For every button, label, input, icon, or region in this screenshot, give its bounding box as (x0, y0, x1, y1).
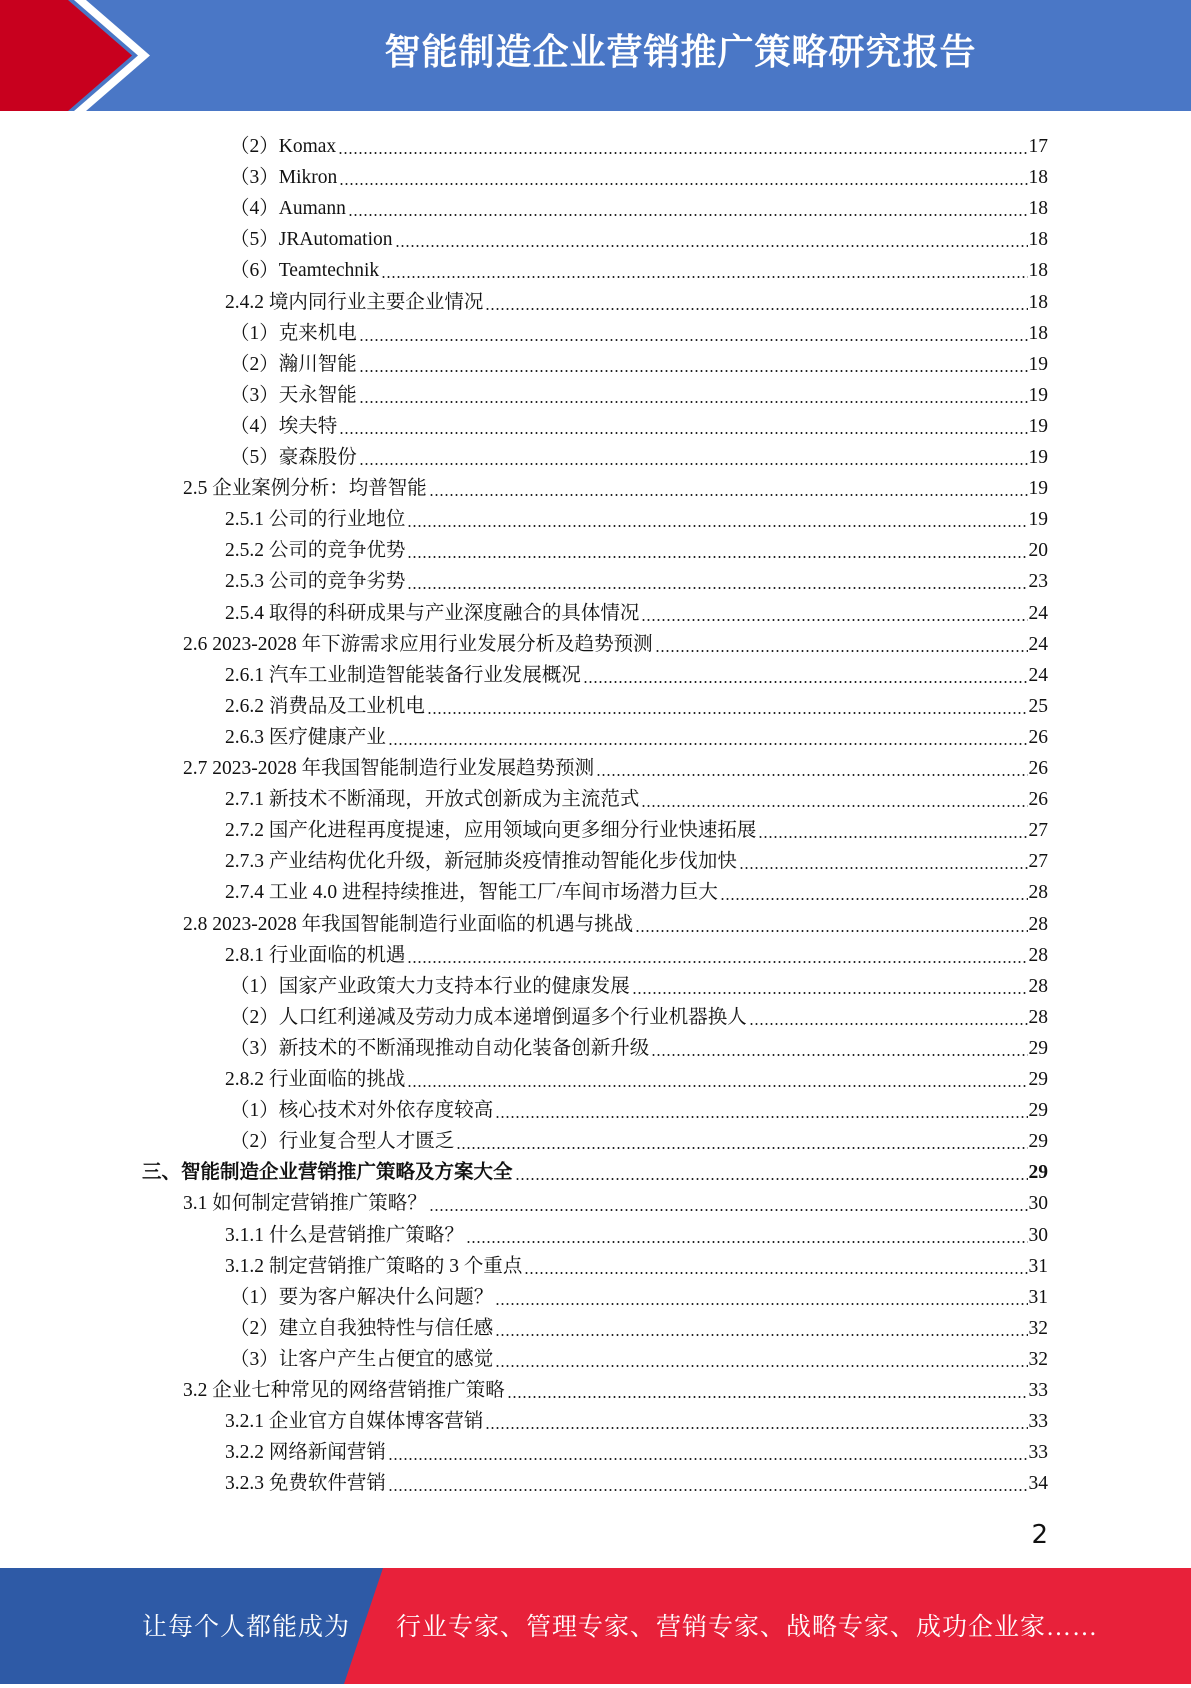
toc-entry-page: 29 (1028, 1131, 1048, 1153)
toc-entry[interactable] (225, 1434, 1048, 1465)
footer-slogan-right: 行业专家、管理专家、营销专家、战略专家、成功企业家…… (396, 1614, 1099, 1641)
toc-entry-page: 29 (1028, 1100, 1048, 1122)
toc-entry-label: （3）新技术的不断涌现推动自动化装备创新升级 (230, 1037, 650, 1059)
toc-entry-label: （4）Aumann (230, 198, 346, 220)
toc-entry[interactable] (225, 1465, 1048, 1496)
toc-dot-leader (338, 152, 1027, 154)
toc-dot-leader (407, 961, 1027, 963)
toc-entry-page: 19 (1028, 478, 1048, 500)
footer-slogan-left: 让每个人都能成为 (142, 1614, 351, 1641)
toc-entry-page: 26 (1028, 726, 1048, 748)
toc-entry-page: 18 (1028, 229, 1048, 251)
toc-entry-label: （5）JRAutomation (230, 229, 393, 251)
toc-entry[interactable] (183, 626, 1048, 657)
toc-entry[interactable] (230, 1279, 1048, 1310)
toc-entry[interactable] (183, 750, 1048, 781)
toc-entry-page: 20 (1028, 540, 1048, 562)
toc-entry-page: 28 (1028, 1006, 1048, 1028)
toc-entry-page: 28 (1028, 944, 1048, 966)
toc-entry[interactable] (230, 315, 1048, 346)
toc-entry-page: 33 (1028, 1380, 1048, 1401)
toc-dot-leader (339, 183, 1027, 185)
toc-entry-label: 2.4.2 境内同行业主要企业情况 (225, 291, 484, 313)
toc-entry-page: 28 (1028, 882, 1048, 904)
toc-dot-leader (359, 370, 1028, 372)
toc-dot-leader (429, 494, 1028, 496)
toc-entry-page: 29 (1028, 1037, 1048, 1059)
toc-entry-label: 2.7.2 国产化进程再度提速，应用领域向更多细分行业快速拓展 (225, 820, 757, 842)
toc-entry[interactable] (225, 1061, 1048, 1092)
toc-dot-leader (507, 1396, 1028, 1398)
toc-entry[interactable] (183, 1372, 1048, 1403)
toc-dot-leader (495, 1303, 1027, 1305)
toc-entry-page: 19 (1028, 447, 1048, 468)
toc-entry[interactable] (230, 968, 1048, 999)
toc-entry-page: 18 (1028, 198, 1048, 220)
toc-entry[interactable] (230, 439, 1048, 470)
toc-dot-leader (495, 1334, 1027, 1336)
toc-entry[interactable] (230, 346, 1048, 377)
toc-entry-page: 17 (1028, 136, 1048, 157)
toc-entry-label: （1）克来机电 (230, 322, 357, 344)
toc-dot-leader (429, 1209, 1028, 1211)
toc-entry-page: 30 (1028, 1193, 1048, 1215)
toc-entry-page: 29 (1028, 1069, 1048, 1090)
toc-entry-page: 26 (1028, 789, 1048, 811)
toc-entry-label: 2.6 2023-2028 年下游需求应用行业发展分析及趋势预测 (183, 633, 653, 655)
toc-entry-page: 27 (1028, 851, 1048, 873)
toc-entry[interactable] (225, 937, 1048, 968)
toc-dot-leader (359, 339, 1028, 341)
toc-entry-page: 24 (1028, 664, 1048, 686)
toc-entry-page: 18 (1028, 260, 1048, 282)
toc-entry-label: 3.1.1 什么是营销推广策略？ (225, 1224, 464, 1246)
toc-dot-leader (466, 1241, 1028, 1243)
toc-entry-page: 25 (1028, 695, 1048, 717)
toc-entry-label: 2.8 2023-2028 年我国智能制造行业面临的机遇与挑战 (183, 913, 634, 935)
toc-entry-page: 19 (1028, 384, 1048, 406)
toc-dot-leader (348, 214, 1028, 216)
toc-entry[interactable] (183, 906, 1048, 937)
toc-entry[interactable] (142, 1154, 1048, 1185)
toc-entry[interactable] (230, 252, 1048, 283)
toc-dot-leader (632, 992, 1028, 994)
toc-entry-label: 2.6.1 汽车工业制造智能装备行业发展概况 (225, 664, 581, 686)
toc-entry-label: （1）要为客户解决什么问题？ (230, 1286, 494, 1308)
toc-entry-label: 2.8.1 行业面临的机遇 (225, 944, 406, 966)
toc-entry[interactable] (230, 999, 1048, 1030)
toc-entry-page: 18 (1028, 291, 1048, 313)
toc-dot-leader (388, 1458, 1028, 1460)
toc-entry-label: 3.1 如何制定营销推广策略？ (183, 1193, 427, 1215)
toc-entry-label: 2.5.1 公司的行业地位 (225, 509, 406, 531)
toc-entry[interactable] (225, 284, 1048, 315)
toc-entry[interactable] (230, 1310, 1048, 1341)
toc-entry-label: （2）Komax (230, 136, 337, 157)
toc-dot-leader (524, 1272, 1027, 1274)
toc-dot-leader (339, 432, 1027, 434)
toc-entry-page: 19 (1028, 509, 1048, 531)
toc-entry[interactable] (225, 719, 1048, 750)
toc-entry-label: 2.5 企业案例分析：均普智能 (183, 478, 427, 500)
toc-dot-leader (720, 898, 1028, 900)
toc-entry[interactable] (230, 1030, 1048, 1061)
toc-entry-label: 2.7.4 工业 4.0 进程持续推进，智能工厂/车间市场潜力巨大 (225, 882, 718, 904)
toc-entry[interactable] (225, 688, 1048, 719)
toc-dot-leader (407, 1085, 1027, 1087)
toc-entry[interactable] (230, 1123, 1048, 1154)
toc-entry[interactable] (225, 657, 1048, 688)
toc-entry-label: （2）行业复合型人才匮乏 (230, 1131, 455, 1153)
toc-dot-leader (635, 930, 1027, 932)
toc-entry[interactable] (230, 190, 1048, 221)
toc-dot-leader (456, 1147, 1027, 1149)
toc-dot-leader (651, 1054, 1027, 1056)
toc-entry-label: 2.5.4 取得的科研成果与产业深度融合的具体情况 (225, 602, 640, 624)
toc-entry-label: 2.6.3 医疗健康产业 (225, 726, 386, 748)
toc-dot-leader (381, 276, 1027, 278)
toc-entry-page: 31 (1028, 1286, 1048, 1308)
toc-dot-leader (495, 1116, 1027, 1118)
toc-entry-page: 28 (1028, 975, 1048, 997)
toc-entry-page: 23 (1028, 571, 1048, 593)
toc-dot-leader (485, 308, 1027, 310)
toc-entry[interactable] (230, 1341, 1048, 1372)
toc-entry-label: （3）让客户产生占便宜的感觉 (230, 1348, 494, 1370)
toc-entry-label: （2）人口红利递减及劳动力成本递增倒逼多个行业机器换人 (230, 1006, 747, 1028)
toc-dot-leader (596, 774, 1027, 776)
toc-entry[interactable] (225, 1403, 1048, 1434)
toc-entry[interactable] (225, 563, 1048, 594)
toc-entry[interactable] (230, 408, 1048, 439)
toc-entry-page: 28 (1028, 913, 1048, 935)
toc-entry-page: 24 (1028, 633, 1048, 655)
toc-entry-page: 18 (1028, 322, 1048, 344)
toc-entry-label: （1）国家产业政策大力支持本行业的健康发展 (230, 975, 630, 997)
toc-dot-leader (407, 556, 1027, 558)
toc-dot-leader (655, 650, 1028, 652)
toc-entry[interactable] (225, 501, 1048, 532)
toc-entry-page: 19 (1028, 353, 1048, 375)
toc-entry-label: 三、智能制造企业营销推广策略及方案大全 (142, 1162, 513, 1184)
toc-entry[interactable] (225, 843, 1048, 874)
toc-entry-page: 26 (1028, 758, 1048, 779)
toc-dot-leader (739, 867, 1028, 869)
toc-entry-page: 34 (1028, 1473, 1048, 1495)
toc-dot-leader (641, 805, 1027, 807)
toc-entry-label: 3.2 企业七种常见的网络营销推广策略 (183, 1380, 505, 1401)
toc-entry-label: 3.2.3 免费软件营销 (225, 1473, 386, 1495)
toc-entry-label: （1）核心技术对外依存度较高 (230, 1100, 494, 1122)
toc-dot-leader (407, 525, 1027, 527)
toc-entry-label: 2.8.2 行业面临的挑战 (225, 1069, 406, 1090)
toc-dot-leader (359, 463, 1028, 465)
toc-entry-page: 18 (1028, 167, 1048, 189)
toc-entry-label: 2.7.3 产业结构优化升级，新冠肺炎疫情推动智能化步伐加快 (225, 851, 737, 873)
toc-entry-label: 3.2.1 企业官方自媒体博客营销 (225, 1411, 484, 1433)
toc-entry-label: 2.7 2023-2028 年我国智能制造行业发展趋势预测 (183, 758, 595, 779)
toc-entry-page: 33 (1028, 1442, 1048, 1464)
toc-dot-leader (641, 619, 1027, 621)
toc-entry-label: （3）Mikron (230, 167, 338, 189)
page-number: 2 (1031, 1520, 1048, 1550)
toc-entry-label: （2）瀚川智能 (230, 353, 357, 375)
toc-entry[interactable] (183, 470, 1048, 501)
toc-dot-leader (749, 1023, 1028, 1025)
toc-dot-leader (395, 245, 1028, 247)
toc-entry[interactable] (230, 1092, 1048, 1123)
toc-dot-leader (388, 743, 1028, 745)
toc-entry-page: 19 (1028, 415, 1048, 437)
toc-dot-leader (427, 712, 1028, 714)
page-footer (0, 1568, 1191, 1684)
toc-entry-label: 2.6.2 消费品及工业机电 (225, 695, 425, 717)
toc-entry-page: 29 (1028, 1162, 1048, 1184)
toc-entry[interactable] (225, 532, 1048, 563)
toc-entry[interactable] (225, 1217, 1048, 1248)
toc-dot-leader (495, 1365, 1027, 1367)
toc-dot-leader (407, 587, 1027, 589)
toc-entry[interactable] (230, 221, 1048, 252)
toc-entry-page: 27 (1028, 820, 1048, 842)
toc-entry-page: 33 (1028, 1411, 1048, 1433)
toc-entry-label: 3.1.2 制定营销推广策略的 3 个重点 (225, 1255, 523, 1277)
toc-entry[interactable] (230, 128, 1048, 159)
toc-dot-leader (359, 401, 1028, 403)
toc-dot-leader (515, 1178, 1028, 1180)
toc-entry-label: 2.7.1 新技术不断涌现，开放式创新成为主流范式 (225, 789, 640, 811)
toc-entry-label: 2.5.3 公司的竞争劣势 (225, 571, 406, 593)
toc-entry-page: 24 (1028, 602, 1048, 624)
toc-dot-leader (758, 836, 1027, 838)
toc-entry[interactable] (225, 1248, 1048, 1279)
toc-dot-leader (583, 681, 1028, 683)
toc-entry[interactable] (225, 812, 1048, 843)
toc-entry[interactable] (225, 874, 1048, 905)
toc-dot-leader (388, 1489, 1028, 1491)
toc-dot-leader (485, 1427, 1027, 1429)
toc-entry[interactable] (225, 781, 1048, 812)
toc-entry-page: 30 (1028, 1224, 1048, 1246)
page-header (0, 0, 1191, 111)
toc-entry-label: （5）豪森股份 (230, 447, 357, 468)
toc-entry-label: （3）天永智能 (230, 384, 357, 406)
toc-entry-page: 32 (1028, 1348, 1048, 1370)
toc-entry-label: （6）Teamtechnik (230, 260, 380, 282)
header-chevron-logo (0, 0, 150, 111)
toc-entry[interactable] (183, 1185, 1048, 1216)
toc-entry[interactable] (230, 159, 1048, 190)
toc-entry-label: （4）埃夫特 (230, 415, 338, 437)
toc-entry[interactable] (225, 595, 1048, 626)
toc-entry-page: 32 (1028, 1317, 1048, 1339)
toc-entry-label: 2.5.2 公司的竞争优势 (225, 540, 406, 562)
toc-entry[interactable] (230, 377, 1048, 408)
report-title: 智能制造企业营销推广策略研究报告 (384, 32, 977, 73)
toc-entry-page: 31 (1028, 1255, 1048, 1277)
toc-entry-label: 3.2.2 网络新闻营销 (225, 1442, 386, 1464)
toc-entry-label: （2）建立自我独特性与信任感 (230, 1317, 494, 1339)
